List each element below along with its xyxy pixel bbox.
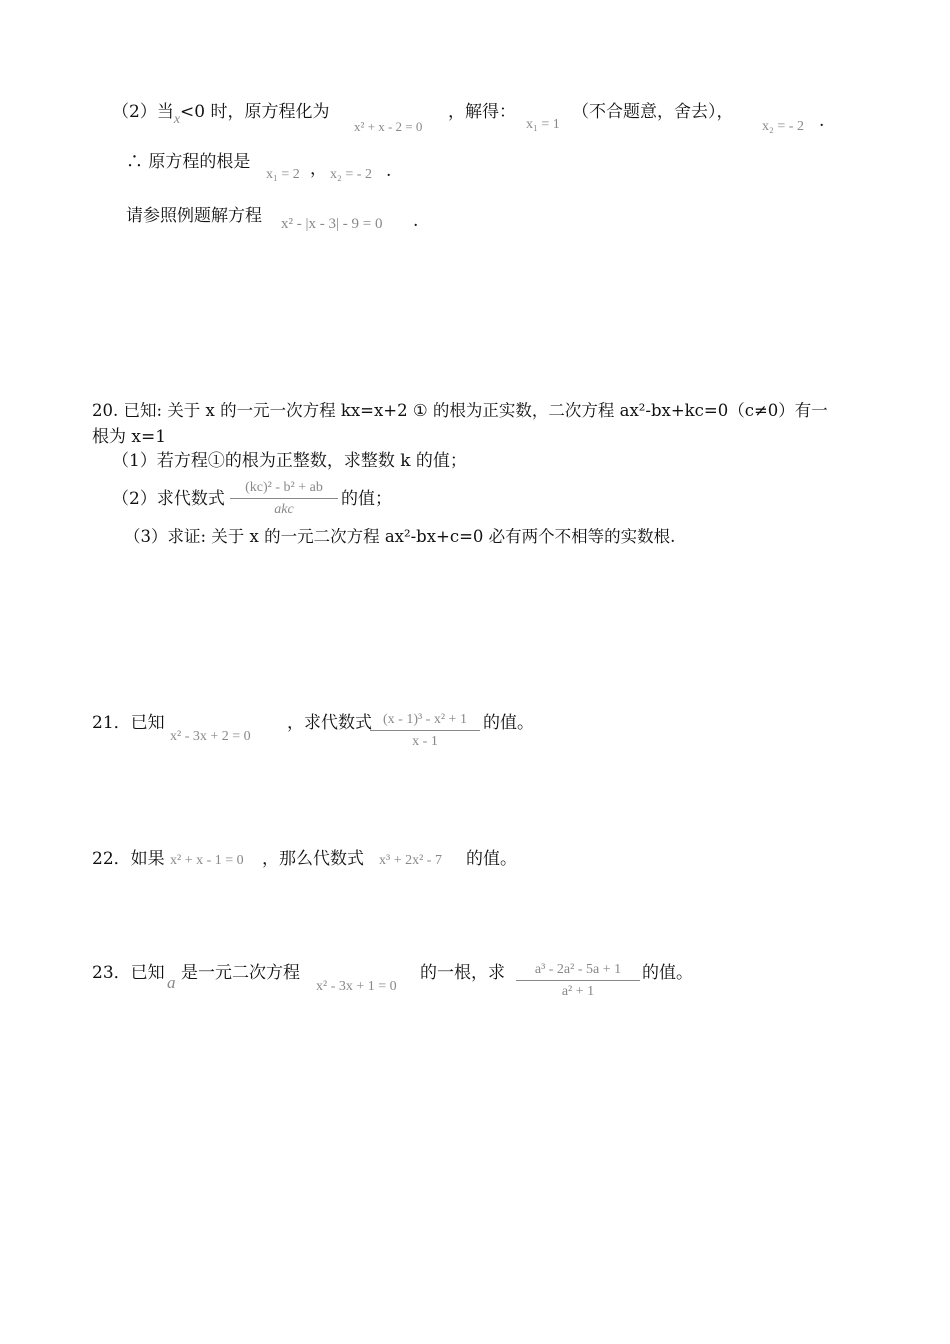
q20-fraction bbox=[230, 480, 338, 518]
q21-suffix: 的值。 bbox=[483, 713, 534, 733]
q22-mid: ，那么代数式 bbox=[262, 849, 364, 869]
q21-fraction-numerator: (x - 1)³ - x² + 1 bbox=[383, 712, 467, 727]
case2-condition: <0 时，原方程化为 bbox=[180, 102, 330, 122]
q23-var-a: a bbox=[167, 973, 176, 992]
q21-prefix: 21．已知 bbox=[92, 713, 165, 733]
q23-mid2: 的一根，求 bbox=[420, 963, 505, 983]
q21-fraction bbox=[370, 712, 480, 750]
q20-fraction-numerator: (kc)² - b² + ab bbox=[245, 480, 323, 495]
case2-solve-label: ，解得： bbox=[448, 102, 516, 122]
task-label: 请参照例题解方程 bbox=[126, 206, 262, 226]
q22-equation: x² + x - 1 = 0 bbox=[170, 853, 244, 868]
q23-equation: x² - 3x + 1 = 0 bbox=[316, 979, 397, 994]
conclusion-root-x1: x₁ = 2 bbox=[266, 167, 300, 182]
task-equation: x² - |x - 3| - 9 = 0 bbox=[281, 216, 383, 232]
case2-period: . bbox=[819, 111, 825, 131]
case2-prefix: （2）当 bbox=[112, 102, 174, 122]
q21-fraction-denominator: x - 1 bbox=[412, 734, 438, 749]
q22-suffix: 的值。 bbox=[466, 849, 517, 869]
q20-part2-suffix: 的值； bbox=[341, 489, 392, 509]
case2-discard-note: （不合题意，舍去）， bbox=[572, 102, 734, 122]
task-period: . bbox=[413, 211, 419, 231]
q21-mid: ，求代数式 bbox=[287, 713, 372, 733]
q23-prefix: 23．已知 bbox=[92, 963, 165, 983]
q20-line2: 根为 x=1 bbox=[92, 427, 167, 447]
case2-root-x1: x₁ = 1 bbox=[526, 117, 560, 132]
case2-line bbox=[112, 101, 330, 125]
q22-prefix: 22．如果 bbox=[92, 849, 165, 869]
q20-fraction-denominator: akc bbox=[274, 502, 294, 517]
conclusion-period: . bbox=[386, 161, 392, 181]
q21-equation: x² - 3x + 2 = 0 bbox=[170, 729, 251, 744]
case2-root-x2: x₂ = - 2 bbox=[762, 119, 804, 134]
q20-part2-prefix: （2）求代数式 bbox=[112, 489, 225, 509]
conclusion-label: ∴ 原方程的根是 bbox=[126, 152, 251, 172]
q20-line1: 20. 已知: 关于 x 的一元一次方程 kx=x+2 ① 的根为正实数，二次方程 ax²-bx+kc=0（c≠0）有一 bbox=[92, 401, 828, 420]
q20-part1: （1）若方程①的根为正整数，求整数 k 的值； bbox=[112, 451, 467, 471]
q23-fraction-numerator: a³ - 2a² - 5a + 1 bbox=[534, 962, 622, 977]
case2-equation: x² + x - 2 = 0 bbox=[354, 119, 423, 134]
q20-part3: （3）求证: 关于 x 的一元二次方程 ax²-bx+c=0 必有两个不相等的实数根. bbox=[124, 527, 676, 546]
q23-mid: 是一元二次方程 bbox=[181, 963, 300, 983]
q22-expression: x³ + 2x² - 7 bbox=[379, 853, 442, 868]
case2-var-x: x bbox=[173, 112, 181, 127]
q23-suffix: 的值。 bbox=[642, 963, 693, 983]
q23-fraction-denominator: a² + 1 bbox=[561, 984, 595, 999]
conclusion-root-x2: x₂ = - 2 bbox=[330, 167, 372, 182]
q23-fraction bbox=[516, 962, 640, 1000]
conclusion-separator: ， bbox=[310, 159, 327, 179]
